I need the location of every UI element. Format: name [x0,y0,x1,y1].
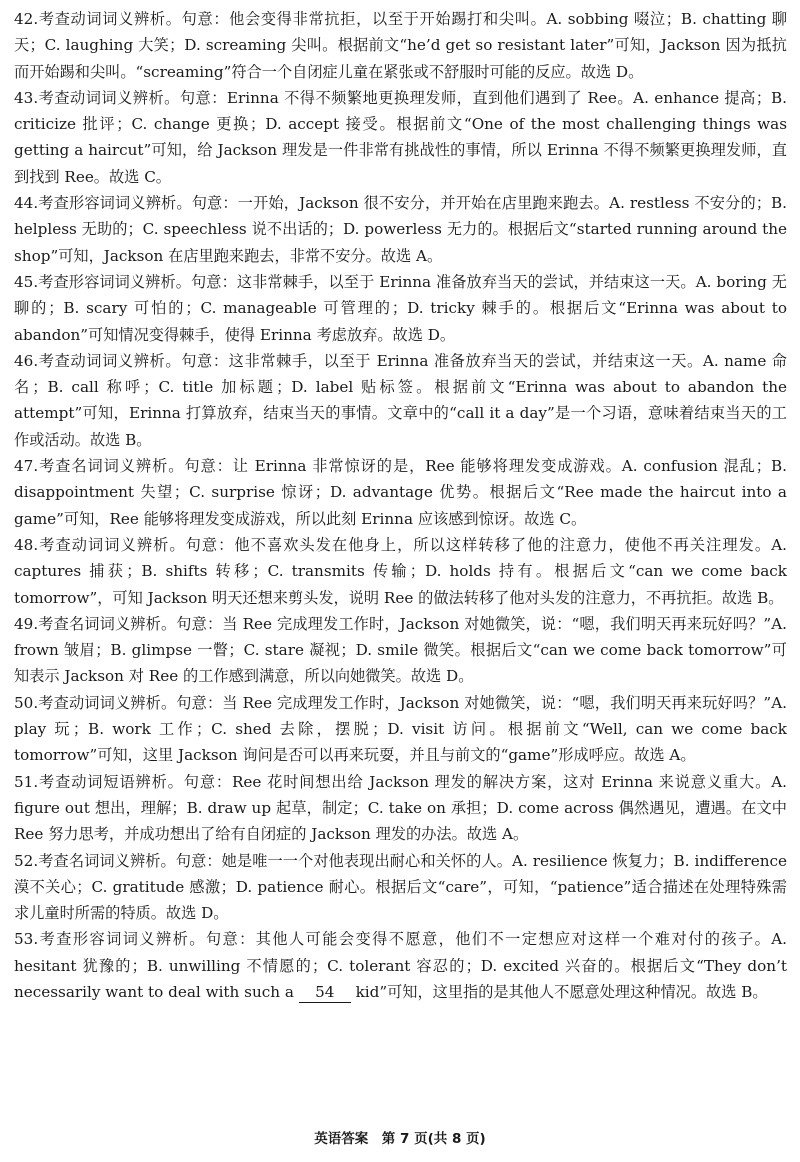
answer-item-52 [14,848,787,927]
item-text: 考查动词词义辨析。句意：这非常棘手，以至于 Erinna 准备放弃当天的尝试，并结束这一天。A. name 命名；B. call 称呼；C. title 加标题；D. label 贴标签。根据前文“Erinna was about to abandon the attempt”可知，Erinna 打算放弃，结束当天的事情。文章中的“call it a day”是一个习语，意味着结束当天的工作或活动。故选 B。 [14,351,787,449]
answer-item-48 [14,532,787,611]
answer-item-53 [14,926,787,1005]
answer-page [14,6,787,1005]
answer-item-46 [14,348,787,453]
item-text: 考查动词词义辨析。句意：他会变得非常抗拒，以至于开始踢打和尖叫。A. sobbing 啜泣；B. chatting 聊天；C. laughing 大笑；D. screaming 尖叫。根据前文“he’d get so resistant later”可知，Jackson 因为抵抗而开始踢和尖叫。“screaming”符合一个自闭症儿童在紧张或不舒服时可能的反应。故选 D。 [14,10,787,81]
answer-item-51 [14,769,787,848]
item-number: 44. [14,194,39,213]
page-footer: 英语答案 第 7 页(共 8 页) [314,1131,486,1147]
item-text: 考查形容词词义辨析。句意：这非常棘手，以至于 Erinna 准备放弃当天的尝试，并结束这一天。A. boring 无聊的；B. scary 可怕的；C. manageable 可管理的；D. tricky 棘手的。根据后文“Erinna was about to abandon”可知情况变得棘手，使得 Erinna 考虑放弃。故选 D。 [14,272,787,344]
item-text: 考查动词词义辨析。句意：Erinna 不得不频繁地更换理发师，直到他们遇到了 Ree。A. enhance 提高；B. criticize 批评；C. change 更换；D. accept 接受。根据前文“One of the most challenging things was getting a haircut”可知，给 Jackson 理发是一件非常有挑战性的事情，所以 Erinna 不得不频繁更换理发师，直到找到 Ree。故选 C。 [14,88,787,186]
item-text-after-blank: kid”可知，这里指的是其他人不愿意处理这种情况。故选 B。 [355,982,768,1001]
item-number: 42. [14,10,39,28]
item-text: 考查名词词义辨析。句意：让 Erinna 非常惊讶的是，Ree 能够将理发变成游戏。A. confusion 混乱；B. disappointment 失望；C. surprise 惊讶；D. advantage 优势。根据后文“Ree made the haircut into a game”可知，Ree 能够将理发变成游戏，所以此刻 Erinna 应该感到惊讶。故选 C。 [14,457,787,528]
item-number: 48. [14,535,39,554]
answer-item-47 [14,453,787,532]
item-text: 考查名词词义辨析。句意：她是唯一一个对他表现出耐心和关怀的人。A. resilience 恢复力；B. indifference 漠不关心；C. gratitude 感激；D. patience 耐心。根据后文“care”，可知，“patience”适合描述在处理特殊需求儿童时所需的特质。故选 D。 [14,851,787,923]
item-number: 51. [14,772,39,791]
item-number: 53. [14,930,39,949]
item-text: 考查动词词义辨析。句意：当 Ree 完成理发工作时，Jackson 对她微笑，说：“嗯，我们明天再来玩好吗？”A. play 玩；B. work 工作；C. shed 去除，摆脱；D. visit 访问。根据前文“Well, can we come back tomorrow”可知，这里 Jackson 询问是否可以再来玩耍，并且与前文的“game”形成呼应。故选 A。 [14,693,787,765]
item-number: 47. [14,457,39,476]
item-number: 46. [14,351,39,370]
item-text: 考查形容词词义辨析。句意：其他人可能会变得不愿意，他们不一定想应对这样一个难对付的孩子。A. hesitant 犹豫的；B. unwilling 不情愿的；C. tolerant 容忍的；D. excited 兴奋的。根据后文“They don’t necessarily want to deal with such a [14,930,787,1001]
item-number: 49. [14,614,39,633]
answer-item-43 [14,85,787,190]
item-text: 考查动词短语辨析。句意：Ree 花时间想出给 Jackson 理发的解决方案，这对 Erinna 来说意义重大。A. figure out 想出，理解；B. draw up 起草，制定；C. take on 承担；D. come across 偶然遇见，遭遇。在文中 Ree 努力思考，并成功想出了给有自闭症的 Jackson 理发的办法。故选 A。 [14,772,787,844]
item-number: 45. [14,272,39,291]
answer-item-45 [14,269,787,348]
item-text: 考查动词词义辨析。句意：他不喜欢头发在他身上，所以这样转移了他的注意力，使他不再关注理发。A. captures 捕获；B. shifts 转移；C. transmits 传输；D. holds 持有。根据后文“can we come back tomorrow”，可知 Jackson 明天还想来剪头发，说明 Ree 的做法转移了他对头发的注意力，不再抗拒。故选 B。 [14,535,787,607]
answer-item-42 [14,6,787,85]
item-number: 52. [14,851,39,870]
item-text: 考查形容词词义辨析。句意：一开始，Jackson 很不安分，并开始在店里跑来跑去。A. restless 不安分的；B. helpless 无助的；C. speechless 说不出话的；D. powerless 无力的。根据后文“started running around the shop”可知，Jackson 在店里跑来跑去，非常不安分。故选 A。 [14,194,787,265]
item-text: 考查名词词义辨析。句意：当 Ree 完成理发工作时，Jackson 对她微笑，说：“嗯，我们明天再来玩好吗？”A. frown 皱眉；B. glimpse 一瞥；C. stare 凝视；D. smile 微笑。根据后文“can we come back tomorrow”可知表示 Jackson 对 Ree 的工作感到满意，所以向她微笑。故选 D。 [14,614,787,686]
item-number: 43. [14,88,39,107]
item-number: 50. [14,693,39,712]
fill-blank-54: 54 [299,982,351,1003]
answer-item-50 [14,690,787,769]
answer-item-44 [14,190,787,269]
answer-item-49 [14,611,787,690]
